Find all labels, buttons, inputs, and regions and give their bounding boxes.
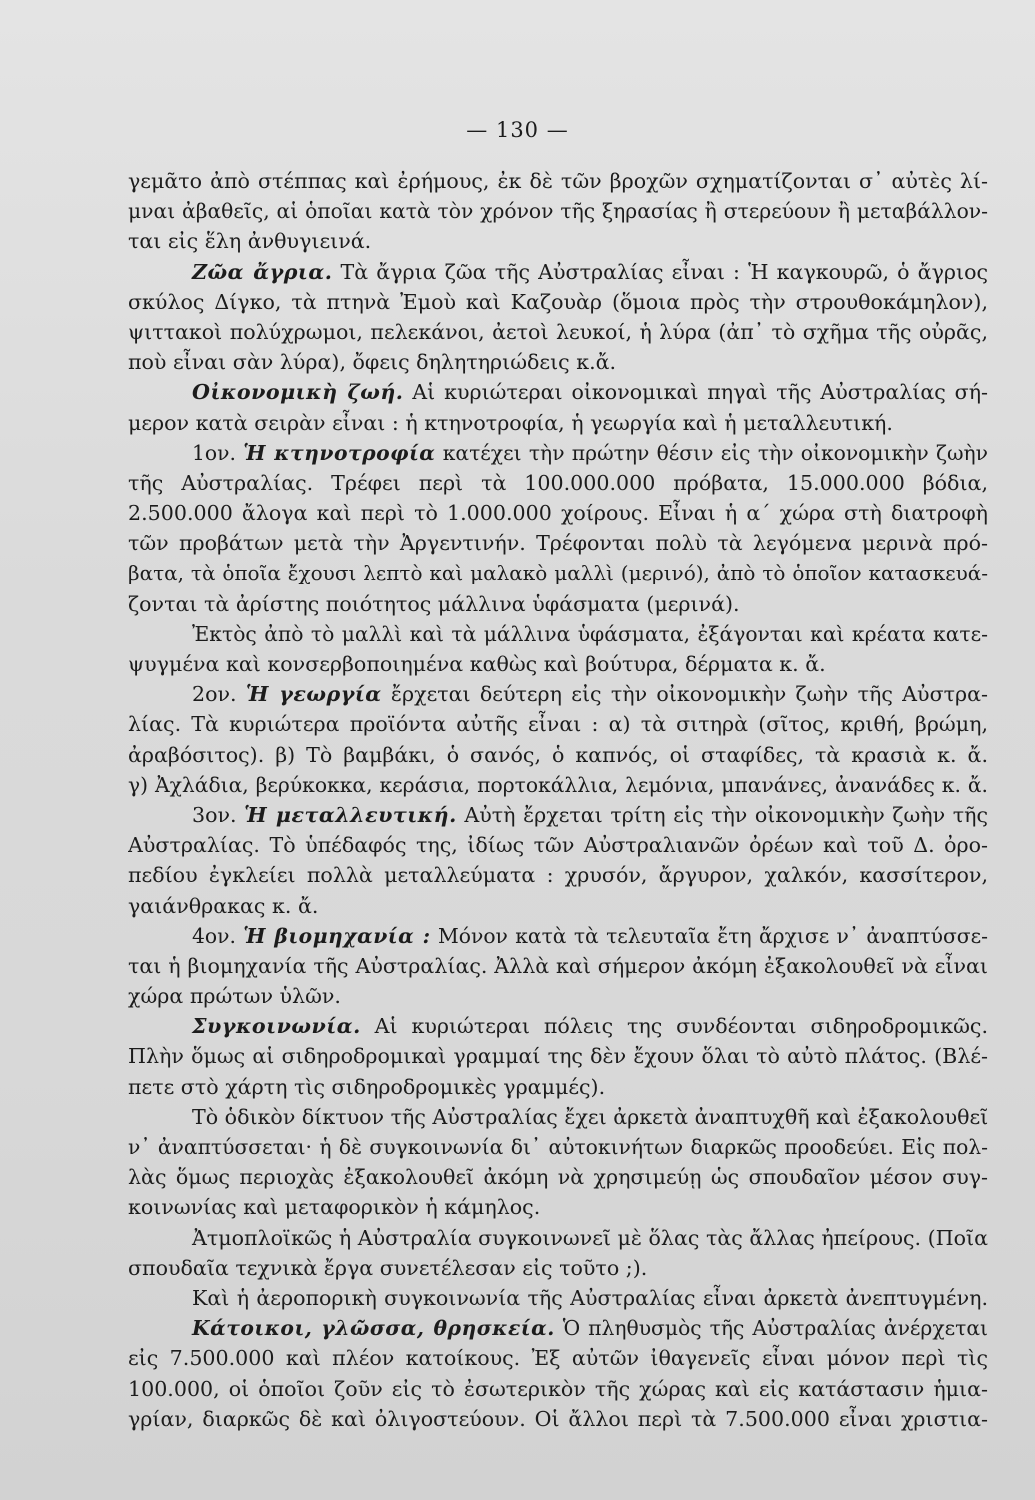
- section-heading: Ἡ βιομηχανία :: [243, 923, 431, 948]
- text-line: [128, 558, 988, 588]
- line-text: 100.000, οἱ ὁποῖοι ζοῦν εἰς τὸ ἐσωτερικὸν τῆς χώρας καὶ εἰς κατάστασιν ἡμια-: [128, 1376, 988, 1401]
- text-line: [128, 619, 988, 649]
- text-line: [128, 468, 988, 498]
- section-heading: Κάτοικοι, γλῶσσα, θρησκεία.: [192, 1316, 555, 1341]
- text-line: [128, 347, 988, 377]
- line-text: Ἀτμοπλοϊκῶς ἡ Αὐστραλία συγκοινωνεῖ μὲ ὅλας τὰς ἄλλας ἠπείρους. (Ποῖα: [192, 1225, 988, 1250]
- text-line: [128, 679, 988, 709]
- section-heading: Οἰκονομικὴ ζωή.: [192, 380, 404, 405]
- text-line: [128, 287, 988, 317]
- text-line: [128, 438, 988, 468]
- text-line: [128, 740, 988, 770]
- section-heading: Ἡ γεωργία: [245, 682, 382, 707]
- line-text: Αὐτὴ ἔρχεται τρίτη εἰς τὴν οἰκονομικὴν ζωὴν τῆς: [456, 802, 988, 827]
- section-heading: Ζῶα ἄγρια.: [192, 259, 333, 284]
- line-text: μναι ἀβαθεῖς, αἱ ὁποῖαι κατὰ τὸν χρόνον τῆς ξηρασίας ἢ στερεύουν ἢ μεταβάλλον-: [128, 199, 988, 224]
- line-text: μερον κατὰ σειρὰν εἶναι : ἡ κτηνοτροφία, ἡ γεωργία καὶ ἡ μεταλλευτική.: [128, 410, 893, 435]
- line-text: βατα, τὰ ὁποῖα ἔχουσι λεπτὸ καὶ μαλακὸ μαλλὶ (μερινό), ἀπὸ τὸ ὁποῖον κατασκευά-: [128, 561, 988, 586]
- text-line: [128, 1102, 988, 1132]
- text-line: [128, 951, 988, 981]
- text-line: [128, 1162, 988, 1192]
- text-line: [128, 770, 988, 800]
- body-text: [128, 166, 988, 1434]
- text-line: [128, 891, 988, 921]
- line-text: Μόνον κατὰ τὰ τελευταῖα ἔτη ἄρχισε ν᾽ ἀναπτύσσε-: [430, 923, 988, 948]
- text-line: [128, 317, 988, 347]
- text-line: [128, 1223, 988, 1253]
- line-text: τῶν προβάτων μετὰ τὴν Ἀργεντινήν. Τρέφονται πολὺ τὰ λεγόμενα μερινὰ πρό-: [128, 531, 988, 556]
- line-text: ται εἰς ἕλη ἀνθυγιεινά.: [128, 229, 372, 254]
- section-heading: Συγκοινωνία.: [192, 1014, 361, 1039]
- line-text: χώρα πρώτων ὑλῶν.: [128, 984, 341, 1009]
- text-line: [128, 1343, 988, 1373]
- line-text: Ὁ πληθυσμὸς τῆς Αὐστραλίας ἀνέρχεται: [554, 1316, 988, 1341]
- line-text: ν᾽ ἀναπτύσσεται· ἡ δὲ συγκοινωνία δι᾽ αὐτοκινήτων διαρκῶς προοδεύει. Εἰς πολ-: [128, 1135, 988, 1159]
- line-text: γαιάνθρακας κ. ἄ.: [128, 893, 319, 918]
- line-text: Αἱ κυριώτεραι οἰκονομικαὶ πηγαὶ τῆς Αὐστραλίας σή-: [403, 380, 988, 405]
- line-text: τῆς Αὐστραλίας. Τρέφει περὶ τὰ 100.000.000 πρόβατα, 15.000.000 βόδια,: [128, 470, 988, 495]
- line-text: Ἐκτὸς ἀπὸ τὸ μαλλὶ καὶ τὰ μάλλινα ὑφάσματα, ἐξάγονται καὶ κρέατα κατε-: [192, 621, 988, 646]
- section-number: 1ον.: [192, 440, 244, 465]
- line-text: σπουδαῖα τεχνικὰ ἔργα συνετέλεσαν εἰς τοῦτο ;).: [128, 1255, 648, 1280]
- text-line: [128, 498, 988, 528]
- line-text: Τὰ ἄγρια ζῶα τῆς Αὐστραλίας εἶναι : Ἡ καγκουρῶ, ὁ ἄγριος: [332, 259, 988, 284]
- text-line: [128, 649, 988, 679]
- text-line: [128, 709, 988, 739]
- section-heading: Ἡ μεταλλευτική.: [244, 802, 457, 827]
- text-line: [128, 1253, 988, 1283]
- text-line: [128, 528, 988, 558]
- section-number: 3ον.: [192, 802, 245, 827]
- text-line: [128, 1404, 988, 1434]
- text-line: [128, 860, 988, 890]
- line-text: κοινωνίας καὶ μεταφορικὸν ἡ κάμηλος.: [128, 1195, 541, 1220]
- line-text: γρίαν, διαρκῶς δὲ καὶ ὀλιγοστεύουν. Οἱ ἄλλοι περὶ τὰ 7.500.000 εἶναι χριστια-: [128, 1406, 988, 1431]
- line-text: πετε στὸ χάρτη τὶς σιδηροδρομικὲς γραμμές).: [128, 1074, 606, 1099]
- text-line: [128, 800, 988, 830]
- text-line: [128, 166, 988, 196]
- line-text: πεδίου ἐγκλείει πολλὰ μεταλλεύματα : χρυσόν, ἄργυρον, χαλκόν, κασσίτερον,: [128, 863, 988, 888]
- section-heading: Ἡ κτηνοτροφία: [243, 440, 436, 465]
- line-text: ται ἡ βιομηχανία τῆς Αὐστραλίας. Ἀλλὰ καὶ σήμερον ἀκόμη ἐξακολουθεῖ νὰ εἶναι: [128, 953, 988, 978]
- text-line: [128, 1011, 988, 1041]
- section-number: 2ον.: [192, 682, 246, 707]
- line-text: ζονται τὰ ἀρίστης ποιότητος μάλλινα ὑφάσματα (μερινά).: [128, 591, 740, 616]
- text-line: [128, 1192, 988, 1222]
- line-text: ψυγμένα καὶ κονσερβοποιημένα καθὼς καὶ βούτυρα, δέρματα κ. ἄ.: [128, 652, 826, 676]
- text-line: [128, 257, 988, 287]
- page-number: — 130 —: [466, 118, 569, 142]
- line-text: 2.500.000 ἄλογα καὶ περὶ τὸ 1.000.000 χοίρους. Εἶναι ἡ α΄ χώρα στὴ διατροφὴ: [128, 501, 988, 526]
- text-line: [128, 408, 988, 438]
- text-line: [128, 196, 988, 226]
- line-text: λὰς ὅμως περιοχὰς ἐξακολουθεῖ ἀκόμη νὰ χρησιμεύῃ ὡς σπουδαῖον μέσον συγ-: [128, 1165, 988, 1190]
- text-line: [128, 830, 988, 860]
- line-text: εἰς 7.500.000 καὶ πλέον κατοίκους. Ἐξ αὐτῶν ἰθαγενεῖς εἶναι μόνον περὶ τὶς: [128, 1346, 988, 1371]
- line-text: ἀραβόσιτος). β) Τὸ βαμβάκι, ὁ σανός, ὁ καπνός, οἱ σταφίδες, τὰ κρασιὰ κ. ἄ.: [128, 742, 988, 767]
- line-text: ποὺ εἶναι σὰν λύρα), ὄφεις δηλητηριώδεις κ.ἄ.: [128, 350, 617, 375]
- text-line: [128, 1313, 988, 1343]
- line-text: ψιττακοὶ πολύχρωμοι, πελεκάνοι, ἀετοὶ λευκοί, ἡ λύρα (ἀπ᾽ τὸ σχῆμα τῆς οὐρᾶς,: [128, 319, 988, 344]
- text-line: [128, 1072, 988, 1102]
- line-text: Αἱ κυριώτεραι πόλεις της συνδέονται σιδηροδρομικῶς.: [360, 1014, 988, 1039]
- line-text: κατέχει τὴν πρώτην θέσιν εἰς τὴν οἰκονομικὴν ζωὴν: [435, 440, 988, 465]
- line-text: λίας. Τὰ κυριώτερα προϊόντα αὐτῆς εἶναι : α) τὰ σιτηρὰ (σῖτος, κριθή, βρώμη,: [128, 712, 988, 737]
- line-text: Πλὴν ὅμως αἱ σιδηροδρομικαὶ γραμμαί της δὲν ἔχουν ὅλαι τὸ αὐτὸ πλάτος. (Βλέ-: [128, 1044, 988, 1069]
- line-text: ἔρχεται δεύτερη εἰς τὴν οἰκονομικὴν ζωὴν τῆς Αὐστρα-: [381, 682, 988, 707]
- text-line: [128, 1283, 988, 1313]
- line-text: Αὐστραλίας. Τὸ ὑπέδαφός της, ἰδίως τῶν Αὐστραλιανῶν ὀρέων καὶ τοῦ Δ. ὀρο-: [128, 833, 988, 858]
- text-line: [128, 921, 988, 951]
- text-line: [128, 1041, 988, 1071]
- line-text: σκύλος Δίγκο, τὰ πτηνὰ Ἐμοὺ καὶ Καζουὰρ (ὅμοια πρὸς τὴν στρουθοκάμηλον),: [128, 289, 988, 314]
- line-text: γεμᾶτο ἀπὸ στέππας καὶ ἐρήμους, ἐκ δὲ τῶν βροχῶν σχηματίζονται σ᾽ αὐτὲς λί-: [128, 169, 988, 193]
- line-text: Καὶ ἡ ἀεροπορικὴ συγκοινωνία τῆς Αὐστραλίας εἶναι ἀρκετὰ ἀνεπτυγμένη.: [192, 1285, 988, 1310]
- line-text: γ) Ἀχλάδια, βερύκοκκα, κεράσια, πορτοκάλλια, λεμόνια, μπανάνες, ἀνανάδες κ. ἄ.: [128, 772, 988, 797]
- text-line: [128, 981, 988, 1011]
- text-line: [128, 377, 988, 407]
- text-line: [128, 1132, 988, 1162]
- line-text: Τὸ ὁδικὸν δίκτυον τῆς Αὐστραλίας ἔχει ἀρκετὰ ἀναπτυχθῆ καὶ ἐξακολουθεῖ: [192, 1104, 988, 1129]
- section-number: 4ον.: [192, 923, 244, 948]
- text-line: [128, 589, 988, 619]
- text-line: [128, 1374, 988, 1404]
- text-line: [128, 226, 988, 256]
